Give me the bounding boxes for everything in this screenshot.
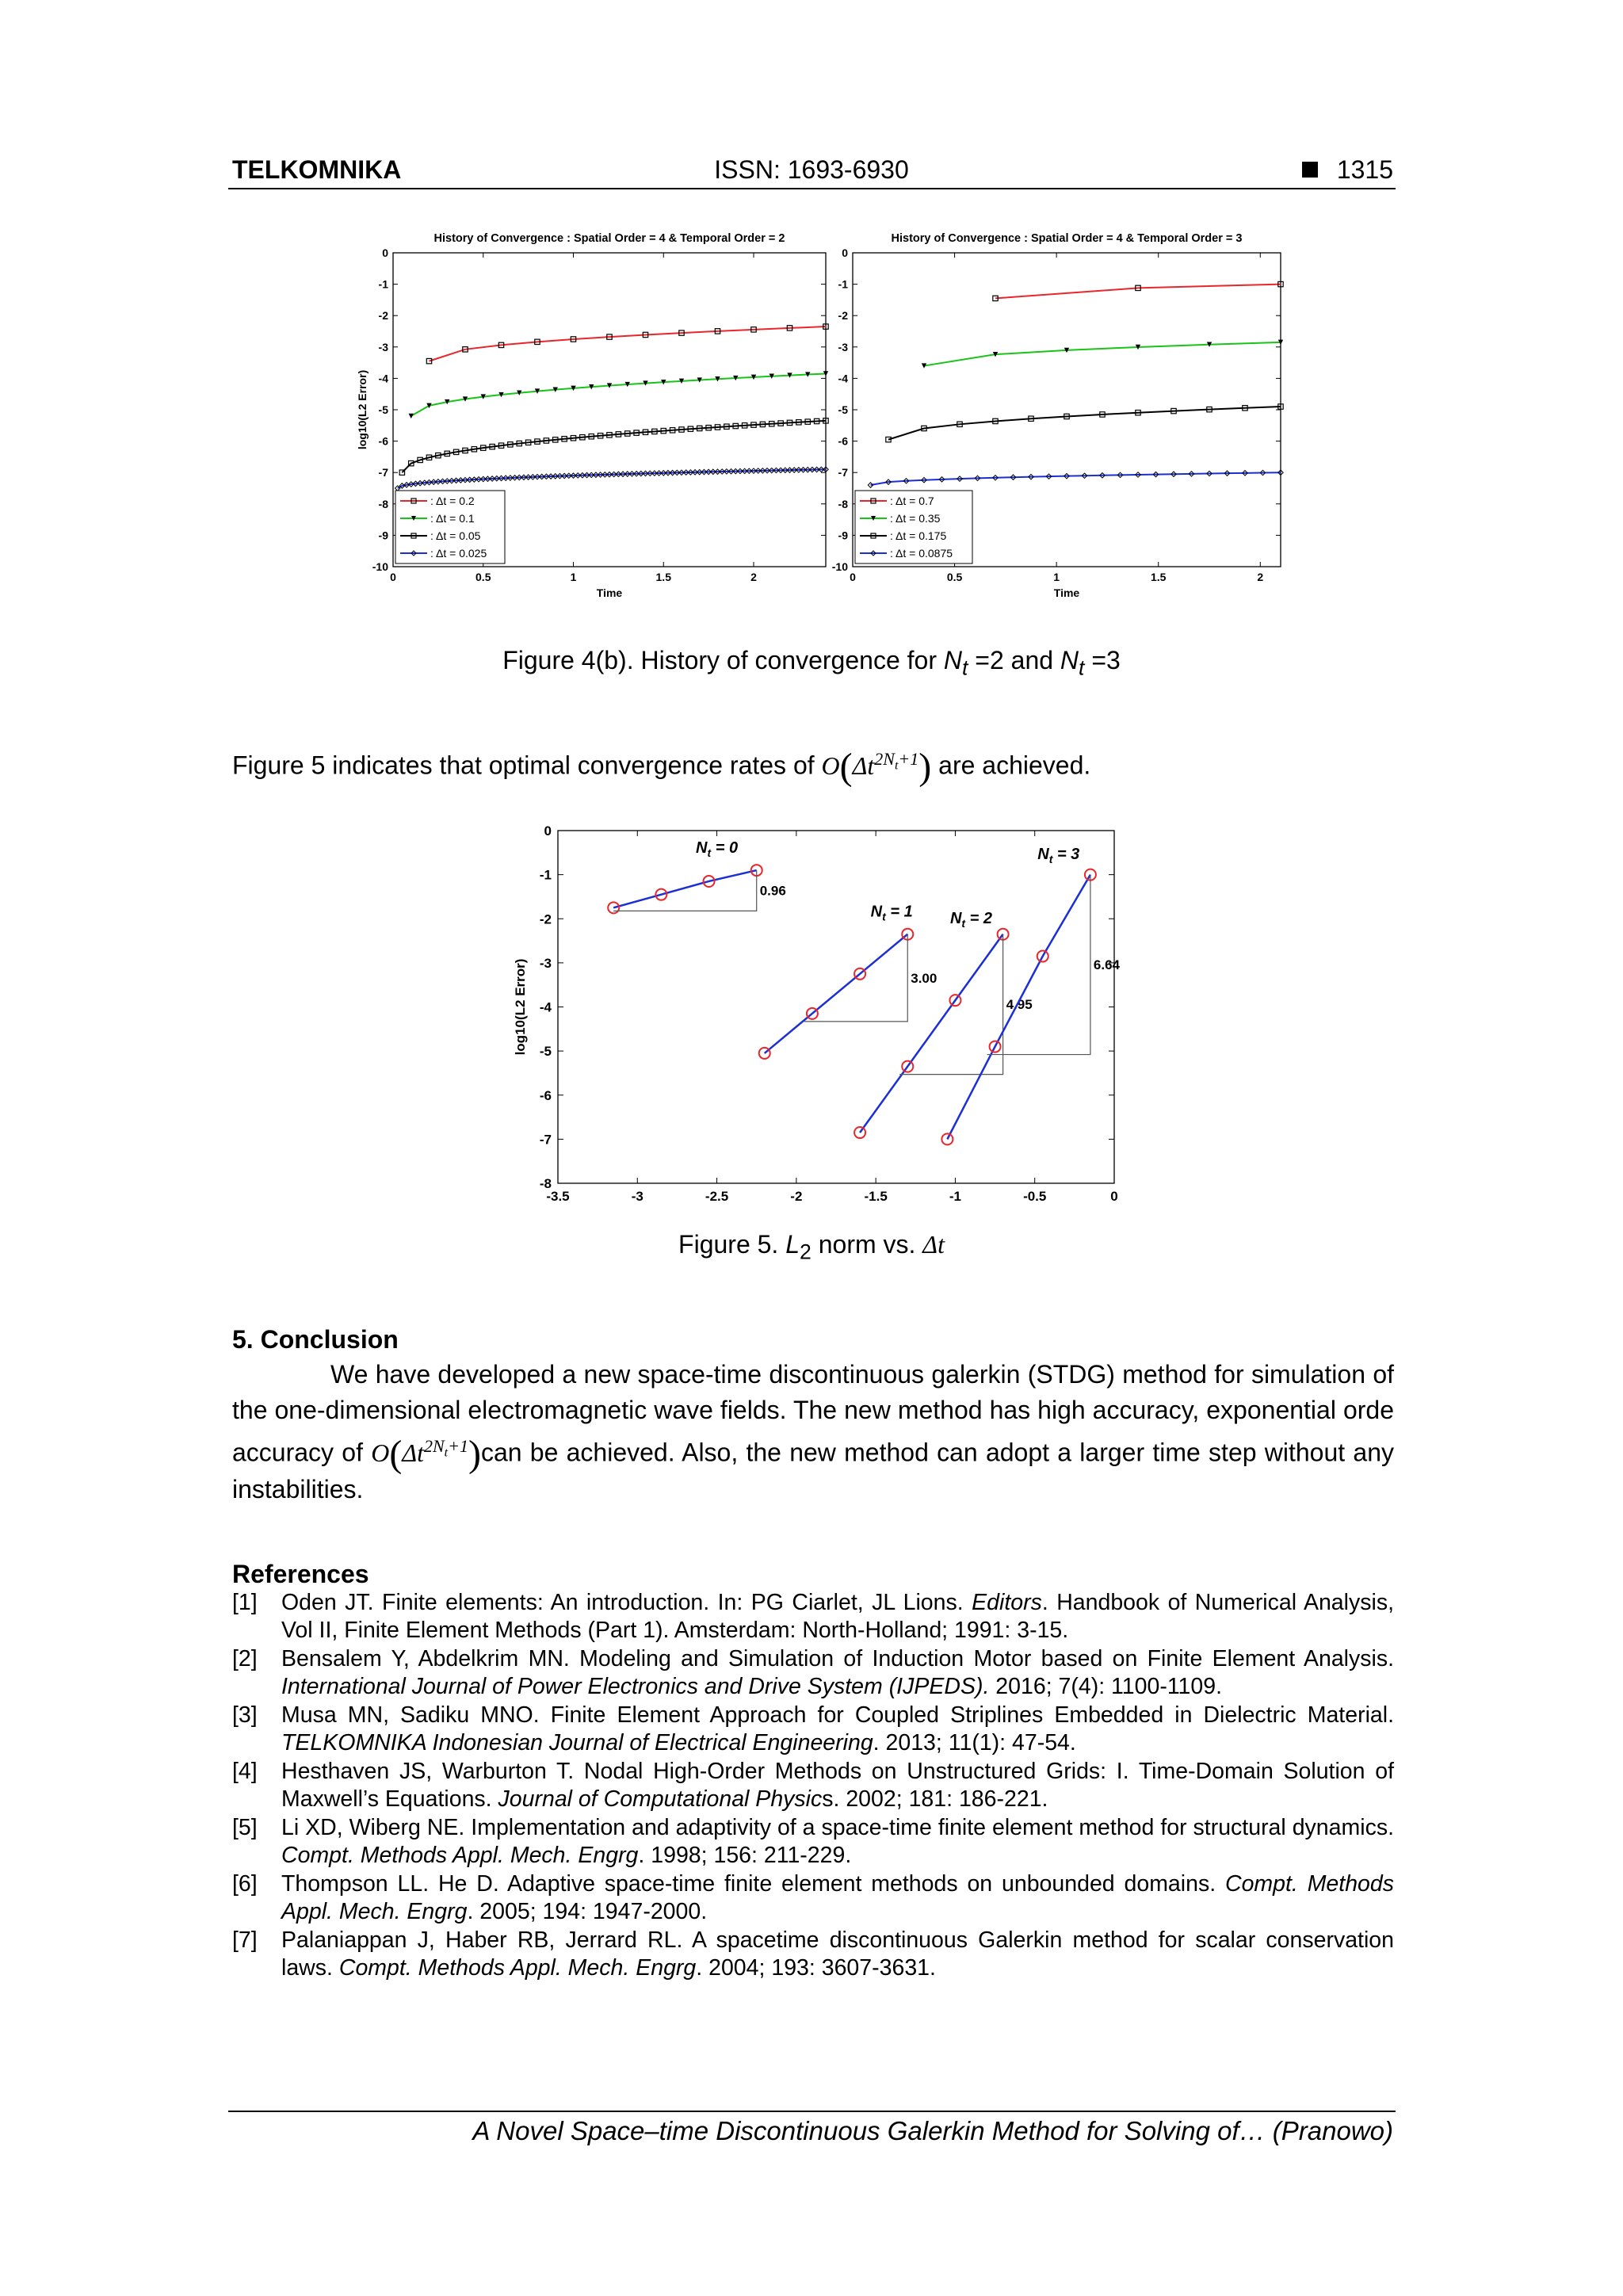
paren-open: ( — [389, 1432, 403, 1475]
legend-label: : Δt = 0.2 — [430, 495, 475, 507]
caption-text: =3 — [1084, 646, 1121, 674]
footer-rule — [228, 2111, 1396, 2112]
reference-text — [281, 1870, 1394, 1926]
x-tick-label: 0 — [850, 571, 856, 583]
y-tick-label: -7 — [378, 466, 388, 479]
y-tick-label: 0 — [544, 823, 552, 839]
legend-label: : Δt = 0.0875 — [890, 547, 953, 560]
reference-details: 2016; 7(4): 1100-1109. — [989, 1674, 1223, 1699]
y-tick-label: -6 — [838, 434, 848, 448]
legend-label: : Δt = 0.1 — [430, 512, 475, 525]
page-number-block — [1302, 155, 1393, 185]
y-tick-label: -5 — [838, 403, 848, 416]
y-tick-label: -1 — [378, 277, 388, 291]
intro-text: Figure 5 indicates that optimal convergence rates of — [232, 751, 822, 780]
figure-5-caption — [0, 1230, 1623, 1264]
y-tick-label: 0 — [382, 246, 388, 259]
reference-number: [2] — [232, 1646, 258, 1671]
y-tick-label: -7 — [838, 466, 848, 479]
y-tick-label: -1 — [838, 277, 848, 291]
caption-subscript: t — [961, 655, 968, 680]
y-tick-label: -10 — [372, 560, 388, 573]
reference-item — [232, 1870, 1394, 1926]
square-bullet-icon — [1302, 162, 1318, 178]
x-tick-label: -3 — [631, 1189, 643, 1204]
caption-text: Figure 5. — [678, 1230, 786, 1259]
reference-item — [232, 1702, 1394, 1757]
caption-text: norm vs. — [811, 1230, 923, 1259]
y-tick-label: -7 — [539, 1132, 552, 1148]
x-tick-label: 0 — [1110, 1189, 1118, 1204]
reference-item — [232, 1645, 1394, 1701]
slope-label: 4.95 — [1006, 997, 1033, 1013]
figure-5-chart — [507, 816, 1125, 1213]
y-tick-label: -2 — [539, 911, 552, 927]
y-tick-label: -4 — [838, 372, 848, 385]
reference-details: . 2013; 11(1): 47-54. — [873, 1730, 1076, 1755]
journal-name: TELKOMNIKA — [232, 155, 402, 184]
x-tick-label: 1 — [1053, 571, 1060, 583]
legend-label: : Δt = 0.025 — [430, 547, 487, 560]
y-tick-label: -4 — [378, 372, 388, 385]
x-tick-label: 0.5 — [946, 571, 963, 583]
y-axis-label: log10(L2 Error) — [513, 958, 528, 1056]
reference-details: . 2005; 194: 1947-2000. — [467, 1899, 708, 1924]
reference-item — [232, 1589, 1394, 1645]
reference-body: Thompson LL. He D. Adaptive space-time finite element methods on unbounded domains. — [281, 1871, 1225, 1897]
series-label: $N_t = 0$ — [696, 839, 739, 859]
exponent: 2N — [423, 1436, 445, 1456]
x-tick-label: -2 — [790, 1189, 803, 1204]
x-tick-label: 1.5 — [655, 571, 671, 583]
series-label: $N_t = 1$ — [870, 903, 913, 923]
legend-label: : Δt = 0.35 — [890, 512, 941, 525]
reference-body: Palaniappan J, Haber RB, Jerrard RL. A spacetime discontinuous Galerkin method for scalar conservation laws. — [281, 1927, 1394, 1981]
y-tick-label: -5 — [539, 1044, 552, 1060]
legend-label: : Δt = 0.05 — [430, 529, 481, 542]
reference-body: Musa MN, Sadiku MNO. Finite Element Approach for Coupled Striplines Embedded in Dielectric Material. — [281, 1702, 1394, 1728]
chart-title: History of Convergence : Spatial Order = 4 & Temporal Order = 2 — [433, 232, 785, 245]
series-label: $N_t = 2$ — [949, 909, 993, 930]
conclusion-text: can be achieved. Also, the new method can adopt a larger time step without any instabilities. — [232, 1438, 1395, 1503]
order-expression — [821, 745, 932, 788]
slope-label: 6.64 — [1093, 957, 1121, 973]
reference-number: [6] — [232, 1871, 258, 1897]
reference-text — [281, 1927, 1394, 1982]
reference-source: Compt. Methods Appl. Mech. Engrg — [281, 1843, 639, 1868]
y-tick-label: -10 — [831, 560, 848, 573]
y-tick-label: -6 — [378, 434, 388, 448]
figure-4b-right-chart — [831, 226, 1290, 614]
reference-text — [281, 1758, 1394, 1813]
reference-source: Journal of Computational Physic — [498, 1786, 823, 1812]
reference-text — [281, 1589, 1394, 1645]
order-expression — [371, 1432, 481, 1475]
slope-label: 0.96 — [759, 883, 786, 899]
y-tick-label: -5 — [378, 403, 388, 416]
reference-details: . 1998; 156: 211-229. — [638, 1843, 852, 1868]
y-tick-label: -9 — [378, 529, 388, 542]
references-list — [232, 1589, 1394, 1983]
legend-label: : Δt = 0.7 — [890, 495, 934, 507]
y-tick-label: -8 — [539, 1176, 552, 1191]
reference-source: Compt. Methods Appl. Mech. Engrg — [281, 1871, 1395, 1924]
caption-subscript: 2 — [800, 1240, 812, 1264]
x-tick-label: -0.5 — [1023, 1189, 1047, 1204]
x-tick-label: -3.5 — [546, 1189, 570, 1204]
caption-subscript: t — [1079, 655, 1085, 680]
reference-source: Editors — [972, 1590, 1042, 1615]
y-tick-label: 0 — [842, 246, 848, 259]
conclusion-paragraph — [232, 1357, 1394, 1507]
figure-4b-caption — [0, 646, 1623, 680]
x-tick-label: 2 — [1257, 571, 1264, 583]
header-rule — [228, 188, 1396, 189]
x-tick-label: -1 — [949, 1189, 961, 1204]
exponent: 2N — [874, 749, 895, 769]
figure-4b-left-chart — [349, 226, 831, 614]
y-tick-label: -8 — [378, 497, 388, 510]
exponent-tail: +1 — [448, 1436, 468, 1456]
reference-body: Oden JT. Finite elements: An introduction. In: PG Ciarlet, JL Lions. — [281, 1590, 972, 1615]
y-axis-label: log10(L2 Error) — [356, 369, 369, 450]
figure-5-intro — [232, 741, 1394, 788]
reference-item — [232, 1927, 1394, 1982]
caption-symbol: L — [785, 1230, 800, 1259]
reference-details: . 2004; 193: 3607-3631. — [696, 1955, 936, 1981]
reference-source: International Journal of Power Electronics and Drive System (IJPEDS). — [281, 1674, 990, 1699]
x-axis-label: Time — [596, 586, 623, 599]
reference-number: [4] — [232, 1759, 258, 1784]
reference-text — [281, 1645, 1394, 1701]
x-tick-label: 0 — [390, 571, 396, 583]
caption-text: Figure 4(b). History of convergence for — [502, 646, 944, 674]
exponent-tail: +1 — [898, 749, 919, 769]
reference-body: Bensalem Y, Abdelkrim MN. Modeling and Simulation of Induction Motor based on Finite Element Analysis. — [281, 1646, 1394, 1671]
reference-body: Hesthaven JS, Warburton T. Nodal High-Order Methods on Unstructured Grids: I. Time-Domain Solution of Maxwell’s Equations. — [281, 1759, 1394, 1812]
chart-title: History of Convergence : Spatial Order = 4 & Temporal Order = 3 — [891, 232, 1243, 245]
conclusion-heading: 5. Conclusion — [232, 1325, 399, 1354]
x-tick-label: 1.5 — [1150, 571, 1167, 583]
big-o: O — [371, 1438, 390, 1467]
issn: ISSN: 1693-6930 — [714, 155, 909, 184]
x-tick-label: -2.5 — [705, 1189, 729, 1204]
reference-item — [232, 1758, 1394, 1813]
delta-t: Δt — [852, 751, 875, 780]
y-tick-label: -3 — [838, 340, 848, 353]
page-number: 1315 — [1336, 155, 1393, 184]
reference-details: s. 2002; 181: 186-221. — [822, 1786, 1048, 1812]
reference-number: [1] — [232, 1590, 258, 1615]
caption-symbol: N — [1060, 646, 1079, 674]
reference-number: [5] — [232, 1815, 258, 1840]
legend-label: : Δt = 0.175 — [890, 529, 947, 542]
y-tick-label: -2 — [378, 309, 388, 323]
y-tick-label: -3 — [539, 955, 552, 971]
delta-t: Δt — [402, 1438, 424, 1467]
y-tick-label: -4 — [539, 999, 552, 1015]
reference-text — [281, 1702, 1394, 1757]
y-tick-label: -9 — [838, 529, 848, 542]
slope-label: 3.00 — [911, 970, 938, 986]
reference-source: TELKOMNIKA Indonesian Journal of Electrical Engineering — [281, 1730, 873, 1755]
exponent-subscript: t — [444, 1446, 449, 1460]
caption-symbol: N — [943, 646, 962, 674]
x-axis-label: Time — [1053, 586, 1080, 599]
y-tick-label: -8 — [838, 497, 848, 510]
y-tick-label: -1 — [539, 867, 552, 883]
reference-number: [7] — [232, 1927, 258, 1953]
reference-details: . Handbook of Numerical Analysis, Vol II, Finite Element Methods (Part 1). Amsterdam: North-Holland; 1991: 3-15. — [281, 1590, 1394, 1643]
y-tick-label: -3 — [378, 340, 388, 353]
intro-text: are achieved. — [931, 751, 1091, 780]
big-o: O — [821, 751, 840, 780]
x-tick-label: 0.5 — [475, 571, 491, 583]
x-tick-label: 2 — [750, 571, 757, 583]
references-heading: References — [232, 1560, 369, 1588]
reference-number: [3] — [232, 1702, 258, 1728]
x-tick-label: 1 — [570, 571, 577, 583]
reference-text — [281, 1814, 1394, 1870]
reference-body: Li XD, Wiberg NE. Implementation and adaptivity of a space-time finite element method for structural dynamics. — [281, 1815, 1394, 1840]
reference-source: Compt. Methods Appl. Mech. Engrg — [338, 1955, 697, 1981]
y-tick-label: -6 — [539, 1087, 552, 1103]
conclusion-text: We have developed a new space-time discontinuous galerkin (STDG) method for simulation of the one-dimensional electromagnetic wave fields. The new method has high accuracy, exponential orde accuracy of — [232, 1360, 1394, 1467]
paren-close: ) — [918, 745, 932, 788]
series-label: $N_t = 3$ — [1037, 846, 1080, 866]
x-tick-label: -1.5 — [864, 1189, 888, 1204]
running-title: A Novel Space–time Discontinuous Galerkin Method for Solving of… (Pranowo) — [472, 2116, 1393, 2145]
reference-item — [232, 1814, 1394, 1870]
exponent-subscript: t — [894, 758, 899, 773]
y-tick-label: -2 — [838, 309, 848, 323]
caption-text: =2 and — [968, 646, 1060, 674]
paren-open: ( — [839, 745, 853, 788]
caption-delta-t: Δt — [922, 1230, 945, 1259]
paren-close: ) — [468, 1432, 481, 1475]
